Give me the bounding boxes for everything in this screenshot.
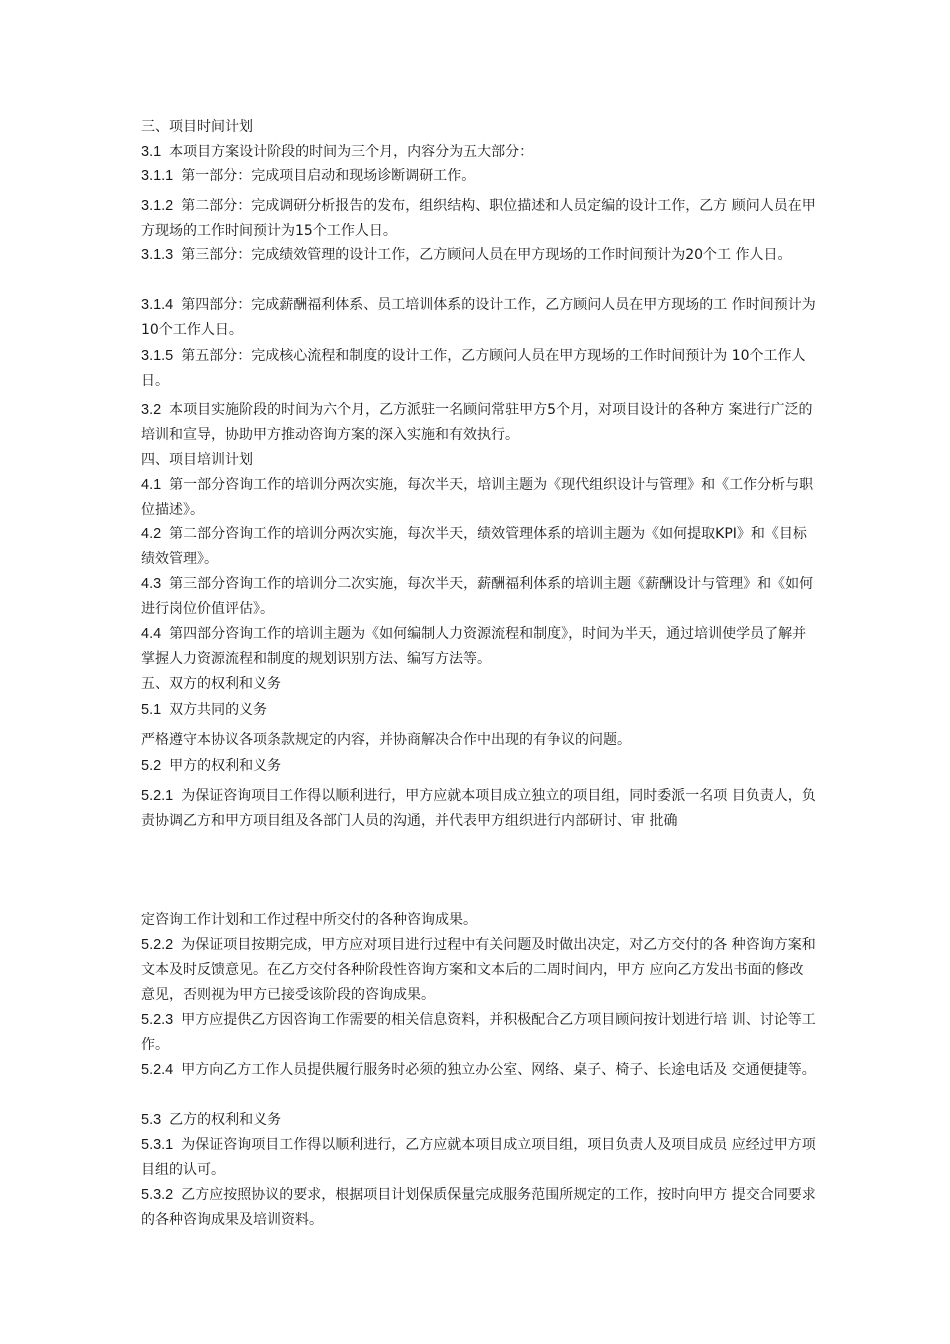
clause-number: 5.2 xyxy=(141,758,162,774)
section-heading-3: 三、项目时间计划 xyxy=(141,119,253,135)
paragraph-4-2: 4.2 第二部分咨询工作的培训分两次实施，每次半天，绩效管理体系的培训主题为《如何提取KPI》和《目标绩效管理》。 xyxy=(141,526,807,567)
clause-number: 3.1.3 xyxy=(141,247,174,263)
paragraph-3-1-2: 3.1.2 第二部分：完成调研分析报告的发布，组织结构、职位描述和人员定编的设计工作，乙方 顾问人员在甲方现场的工作时间预计为15个工作人日。 xyxy=(141,198,816,239)
clause-number: 4.1 xyxy=(141,477,162,493)
clause-number: 5.1 xyxy=(141,702,162,718)
clause-number: 5.3.1 xyxy=(141,1137,174,1153)
section-heading-5: 五、双方的权利和义务 xyxy=(141,676,281,692)
clause-number: 3.1.2 xyxy=(141,198,174,214)
paragraph-3-1-5: 3.1.5 第五部分：完成核心流程和制度的设计工作，乙方顾问人员在甲方现场的工作时间预计为 10个工作人日。 xyxy=(141,348,806,389)
clause-number: 5.2.3 xyxy=(141,1012,174,1028)
clause-number: 3.1.1 xyxy=(141,168,174,184)
paragraph-5-2: 5.2 甲方的权利和义务 xyxy=(141,758,282,774)
paragraph-3-1-1: 3.1.1 第一部分：完成项目启动和现场诊断调研工作。 xyxy=(141,168,476,184)
clause-number: 3.1.4 xyxy=(141,297,174,313)
clause-number: 3.1 xyxy=(141,144,162,160)
paragraph-4-4: 4.4 第四部分咨询工作的培训主题为《如何编制人力资源流程和制度》，时间为半天，通过培训使学员了解并掌握人力资源流程和制度的规划识别方法、编写方法等。 xyxy=(141,626,807,667)
clause-number: 5.2.4 xyxy=(141,1062,174,1078)
clause-number: 5.2.1 xyxy=(141,788,174,804)
section-heading-4: 四、项目培训计划 xyxy=(141,452,253,468)
paragraph-3-1-4: 3.1.4 第四部分：完成薪酬福利体系、员工培训体系的设计工作，乙方顾问人员在甲方现场的工 作时间预计为10个工作人日。 xyxy=(141,297,816,338)
paragraph-5-3-1: 5.3.1 为保证咨询项目工作得以顺利进行，乙方应就本项目成立项目组，项目负责人及项目成员 应经过甲方项目组的认可。 xyxy=(141,1137,816,1178)
paragraph-5-1-body: 严格遵守本协议各项条款规定的内容，并协商解决合作中出现的有争议的问题。 xyxy=(141,732,631,748)
paragraph-5-2-2: 5.2.2 为保证项目按期完成，甲方应对项目进行过程中有关问题及时做出决定，对乙方交付的各 种咨询方案和文本及时反馈意见。在乙方交付各种阶段性咨询方案和文本后的二周时间内，甲方 应向乙方发出书面的修改意见，否则视为甲方已接受该阶段的咨询成果。 xyxy=(141,937,816,1003)
paragraph-5-2-4: 5.2.4 甲方向乙方工作人员提供履行服务时必须的独立办公室、网络、桌子、椅子、长途电话及 交通便捷等。 xyxy=(141,1062,816,1078)
clause-number: 3.1.5 xyxy=(141,348,174,364)
paragraph-3-2: 3.2 本项目实施阶段的时间为六个月，乙方派驻一名顾问常驻甲方5个月，对项目设计的各种方 案进行广泛的培训和宣导，协助甲方推动咨询方案的深入实施和有效执行。 xyxy=(141,402,813,443)
paragraph-4-1: 4.1 第一部分咨询工作的培训分两次实施，每次半天，培训主题为《现代组织设计与管理》和《工作分析与职位描述》。 xyxy=(141,477,814,518)
clause-number: 5.3 xyxy=(141,1112,162,1128)
paragraph-3-1-3: 3.1.3 第三部分：完成绩效管理的设计工作，乙方顾问人员在甲方现场的工作时间预计为20个工 作人日。 xyxy=(141,247,792,263)
paragraph-3-1: 3.1 本项目方案设计阶段的时间为三个月，内容分为五大部分： xyxy=(141,144,534,160)
clause-number: 4.3 xyxy=(141,576,162,592)
paragraph-5-1: 5.1 双方共同的义务 xyxy=(141,702,268,718)
paragraph-5-2-1-continued: 定咨询工作计划和工作过程中所交付的各种咨询成果。 xyxy=(141,912,477,928)
clause-number: 3.2 xyxy=(141,402,162,418)
paragraph-4-3: 4.3 第三部分咨询工作的培训分二次实施，每次半天，薪酬福利体系的培训主题《薪酬设计与管理》和《如何进行岗位价值评估》。 xyxy=(141,576,814,617)
clause-number: 5.2.2 xyxy=(141,937,174,953)
paragraph-5-3-2: 5.3.2 乙方应按照协议的要求，根据项目计划保质保量完成服务范围所规定的工作，按时向甲方 提交合同要求的各种咨询成果及培训资料。 xyxy=(141,1187,816,1228)
clause-number: 4.2 xyxy=(141,526,162,542)
paragraph-5-2-3: 5.2.3 甲方应提供乙方因咨询工作需要的相关信息资料，并积极配合乙方项目顾问按计划进行培 训、讨论等工作。 xyxy=(141,1012,816,1053)
paragraph-5-2-1: 5.2.1 为保证咨询项目工作得以顺利进行，甲方应就本项目成立独立的项目组，同时委派一名项 目负责人，负责协调乙方和甲方项目组及各部门人员的沟通，并代表甲方组织进行内部研讨、审 批确 xyxy=(141,788,816,829)
paragraph-5-3: 5.3 乙方的权利和义务 xyxy=(141,1112,282,1128)
clause-number: 5.3.2 xyxy=(141,1187,174,1203)
clause-number: 4.4 xyxy=(141,626,162,642)
